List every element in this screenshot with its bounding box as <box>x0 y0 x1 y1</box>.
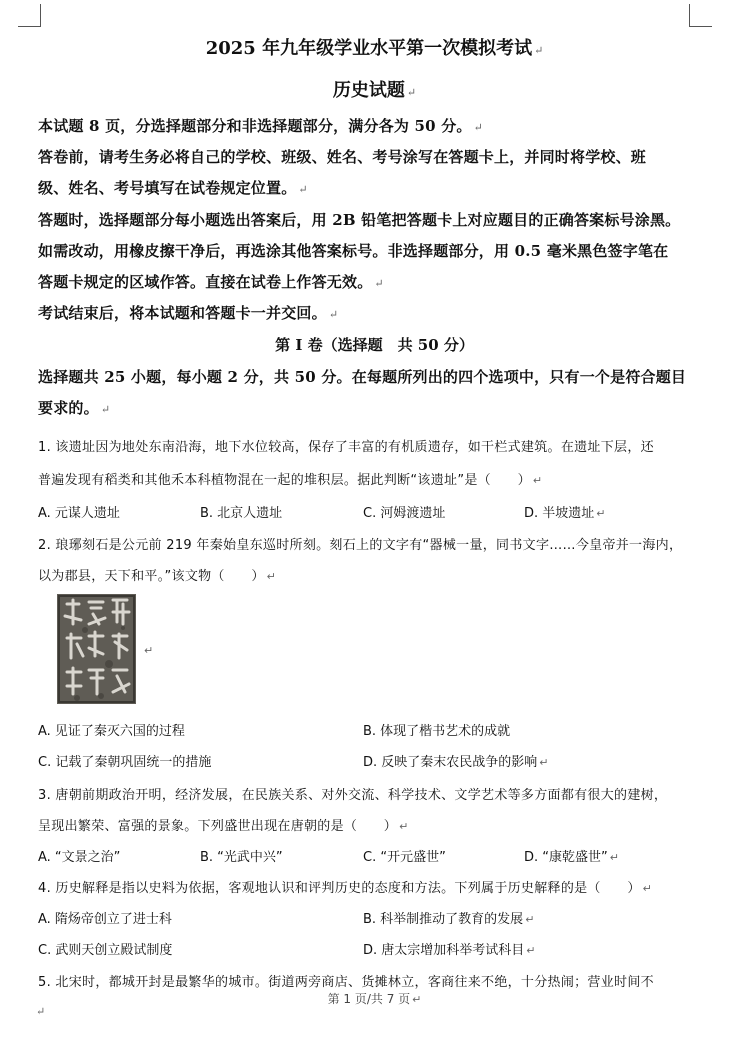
crop-mark-top-right <box>689 4 712 27</box>
question-4-option-b: B. 科举制推动了教育的发展 ↵ <box>363 912 535 927</box>
instruction-line: 答题时，选择题部分每小题选出答案后，用 2B 铅笔把答题卡上对应题目的正确答案标号涂黑。 <box>38 211 681 229</box>
instruction-line: 如需改动，用橡皮擦干净后，再选涂其他答案标号。非选择题部分，用 0.5 毫米黑色签字笔在 <box>38 242 669 260</box>
question-4-option-c: C. 武则天创立殿试制度 <box>38 943 173 958</box>
question-1-option-a: A. 元谋人遗址 <box>38 506 120 521</box>
question-3-text: 3. 唐朝前期政治开明，经济发展，在民族关系、对外交流、科学技术、文学艺术等多方面都有很大的建树， <box>38 788 668 803</box>
question-1-option-b: B. 北京人遗址 <box>200 506 283 521</box>
section-title: 第 Ⅰ 卷（选择题 共 50 分） <box>275 336 474 354</box>
question-1-text: 1. 该遗址因为地处东南沿海，地下水位较高，保存了丰富的有机质遗存，如干栏式建筑。在遗址下层，还 <box>38 440 654 455</box>
instruction-line: 级、姓名、考号填写在试卷规定位置。 ↵ <box>38 179 308 197</box>
question-4-option-d: D. 唐太宗增加科举考试科目 ↵ <box>363 943 536 958</box>
question-3-option-d: D. “康乾盛世” ↵ <box>524 850 619 865</box>
section-description: 选择题共 25 小题，每小题 2 分，共 50 分。在每题所列出的四个选项中，只有一个是符合题目 <box>38 368 687 386</box>
stone-rubbing-texture <box>57 594 136 704</box>
question-2-option-b: B. 体现了楷书艺术的成就 <box>363 724 511 739</box>
question-1-text: 普遍发现有稻类和其他禾本科植物混在一起的堆积层。据此判断“该遗址”是（ ） ↵ <box>38 473 543 488</box>
paragraph-mark: ↵ <box>36 1005 46 1018</box>
langya-stone-inscription-image <box>57 594 136 704</box>
question-4-text: 4. 历史解释是指以史料为依据，客观地认识和评判历史的态度和方法。下列属于历史解释的是（ ） ↵ <box>38 881 653 896</box>
image-return-mark: ↵ <box>144 644 154 657</box>
question-2-text: 2. 琅琊刻石是公元前 219 年秦始皇东巡时所刻。刻石上的文字有“器械一量，同书文字……今皇帝并一海内， <box>38 538 683 553</box>
instruction-line: 答题卡规定的区域作答。直接在试卷上作答无效。 ↵ <box>38 273 384 291</box>
subject-title: 历史试题 ↵ <box>332 80 417 101</box>
question-1-option-d: D. 半坡遗址 ↵ <box>524 506 606 521</box>
question-2-option-a: A. 见证了秦灭六国的过程 <box>38 724 185 739</box>
instruction-line: 考试结束后，将本试题和答题卡一并交回。 ↵ <box>38 304 339 322</box>
exam-title: 2025 年九年级学业水平第一次模拟考试 ↵ <box>205 38 544 59</box>
section-description: 要求的。 ↵ <box>38 399 111 417</box>
page-footer: 第 1 页/共 7 页 ↵ <box>327 992 422 1006</box>
crop-mark-top-left <box>18 4 41 27</box>
question-5-text: 5. 北宋时，都城开封是最繁华的城市。街道两旁商店、货摊林立，客商往来不绝，十分热闹；营业时间不 <box>38 975 654 990</box>
question-3-option-b: B. “光武中兴” <box>200 850 283 865</box>
question-3-option-a: A. “文景之治” <box>38 850 121 865</box>
question-2-option-d: D. 反映了秦末农民战争的影响 ↵ <box>363 755 549 770</box>
question-3-text: 呈现出繁荣、富强的景象。下列盛世出现在唐朝的是（ ） ↵ <box>38 819 409 834</box>
instruction-line: 本试题 8 页，分选择题部分和非选择题部分，满分各为 50 分。 ↵ <box>38 117 484 135</box>
question-4-option-a: A. 隋炀帝创立了进士科 <box>38 912 172 927</box>
question-1-option-c: C. 河姆渡遗址 <box>363 506 446 521</box>
question-2-text: 以为郡县，天下和平。”该文物（ ） ↵ <box>38 569 277 584</box>
question-2-option-c: C. 记载了秦朝巩固统一的措施 <box>38 755 212 770</box>
question-3-option-c: C. “开元盛世” <box>363 850 446 865</box>
instruction-line: 答卷前，请考生务必将自己的学校、班级、姓名、考号涂写在答题卡上，并同时将学校、班 <box>38 148 647 166</box>
